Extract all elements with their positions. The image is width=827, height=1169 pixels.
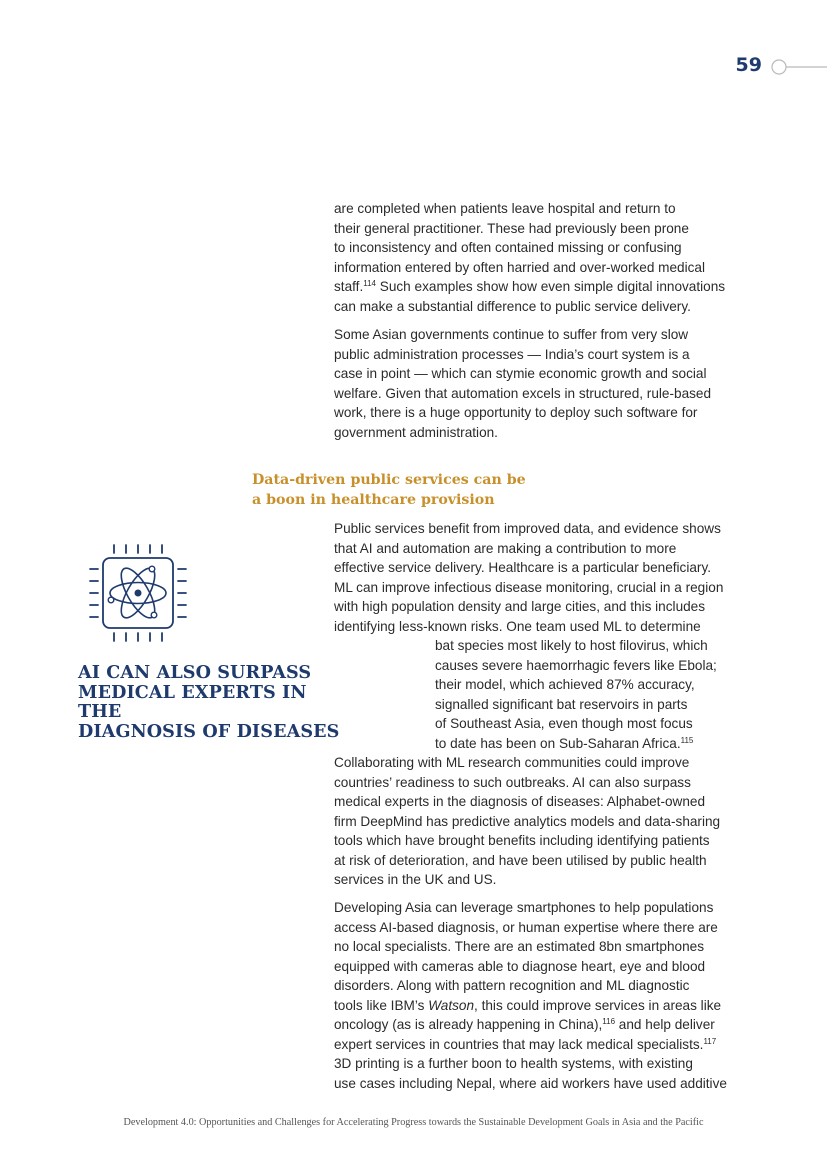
body-line: countries’ readiness to such outbreaks. AI can also surpass: [334, 774, 691, 790]
body-line: Such examples show how even simple digital innovations: [375, 279, 726, 294]
body-line: information entered by often harried and over-worked medical: [334, 259, 706, 275]
body-line: at risk of deterioration, and have been utilised by public health: [334, 852, 707, 868]
body-line: Developing Asia can leverage smartphones to help populations: [334, 900, 714, 915]
body-line: medical experts in the diagnosis of diseases: Alphabet-owned: [334, 794, 706, 809]
body-line: work, there is a huge opportunity to deploy such software for: [334, 405, 698, 420]
body-line: no local specialists. There are an estimated 8bn smartphones: [334, 939, 705, 954]
footnote-ref-116: 116: [602, 1017, 616, 1026]
body-line: signalled significant bat reservoirs in parts: [435, 696, 688, 712]
italic-term: Watson: [428, 997, 475, 1013]
body-line: expert services in countries that may lack medical specialists.: [334, 1036, 704, 1052]
ai-chip-atom-icon: [87, 542, 189, 644]
body-line: tools which have brought benefits including identifying patients: [334, 833, 710, 848]
body-line: firm DeepMind has predictive analytics models and data-sharing: [334, 813, 721, 829]
body-line: ML can improve infectious disease monitoring, crucial in a region: [334, 579, 724, 595]
body-line: Some Asian governments continue to suffer from very slow: [334, 327, 689, 342]
body-line: their model, which achieved 87% accuracy,: [435, 677, 695, 692]
body-line: use cases including Nepal, where aid workers have used additive: [334, 1075, 727, 1091]
footnote-ref-117: 117: [703, 1036, 717, 1046]
callout-line: AI CAN ALSO SURPASS: [78, 662, 312, 683]
body-line: can make a substantial difference to public service delivery.: [334, 298, 691, 314]
body-line: Public services benefit from improved data, and evidence shows: [334, 521, 721, 536]
body-line: of Southeast Asia, even though most focus: [435, 716, 693, 731]
body-line: their general practitioner. These had previously been prone: [334, 220, 689, 236]
body-line: 3D printing is a further boon to health systems, with existing: [334, 1056, 693, 1071]
body-line: Collaborating with ML research communities could improve: [334, 755, 690, 770]
subheading-line: a boon in healthcare provision: [252, 491, 495, 508]
body-line: equipped with cameras able to diagnose heart, eye and blood: [334, 958, 706, 974]
indented-text-block: [334, 636, 748, 753]
paragraph-4: [334, 898, 748, 1093]
section-subheading: [252, 471, 552, 510]
body-line: to inconsistency and often contained missing or confusing: [334, 240, 682, 255]
body-line: disorders. Along with pattern recognition and ML diagnostic: [334, 978, 690, 993]
body-line: welfare. Given that automation excels in structured, rule-based: [334, 385, 712, 401]
body-line: tools like IBM’s: [334, 997, 429, 1013]
page-marker-icon: [770, 58, 827, 76]
body-line: identifying less-known risks. One team used ML to determine: [334, 618, 701, 634]
body-line: and help deliver: [615, 1017, 715, 1032]
body-line: oncology (as is already happening in China),: [334, 1017, 603, 1032]
body-line: effective service delivery. Healthcare is a particular beneficiary.: [334, 560, 712, 575]
body-line: case in point — which can stymie economic growth and social: [334, 366, 707, 381]
paragraph-2: [334, 325, 748, 442]
callout-pull-quote: [78, 663, 353, 741]
body-line: causes severe haemorrhagic fevers like Ebola;: [435, 657, 717, 673]
page-number: 59: [735, 54, 762, 76]
body-line: bat species most likely to host filovirus, which: [435, 638, 708, 653]
body-line: services in the UK and US.: [334, 872, 497, 887]
paragraph-3: [334, 519, 748, 890]
subheading-line: Data-driven public services can be: [252, 472, 526, 488]
page-footer: Development 4.0: Opportunities and Challenges for Accelerating Progress towards the Sustainable Development Goals in Asia and the Pacific: [123, 1117, 704, 1128]
body-line: that AI and automation are making a contribution to more: [334, 540, 677, 556]
footnote-ref-114: 114: [363, 279, 376, 288]
body-line: staff.: [334, 279, 364, 294]
body-line: , this could improve services in areas like: [474, 997, 722, 1013]
callout-line: MEDICAL EXPERTS IN THE: [78, 681, 307, 723]
body-line: public administration processes — India’s court system is a: [334, 346, 690, 362]
body-line: access AI-based diagnosis, or human expertise where there are: [334, 919, 718, 935]
body-line: are completed when patients leave hospital and return to: [334, 201, 676, 216]
callout-line: DIAGNOSIS OF DISEASES: [78, 720, 340, 742]
body-line: government administration.: [334, 424, 498, 440]
footnote-ref-115: 115: [680, 735, 694, 745]
body-line: to date has been on Sub-Saharan Africa.: [435, 735, 681, 751]
body-line: with high population density and large cities, and this includes: [334, 599, 706, 614]
paragraph-1: [334, 199, 748, 316]
